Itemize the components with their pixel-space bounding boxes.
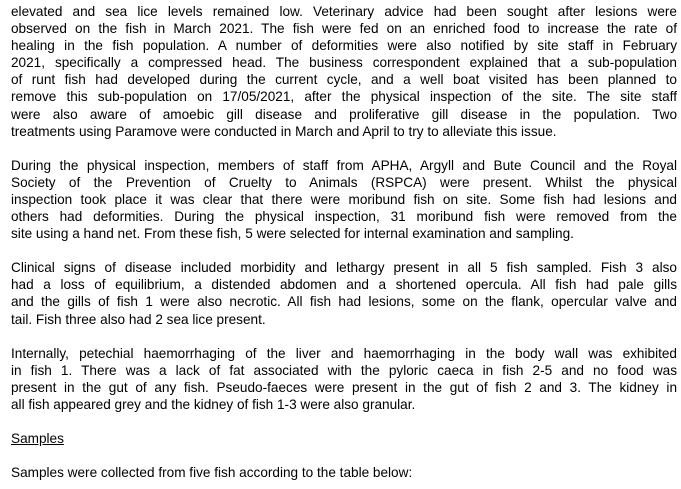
- text-line: of runt fish had developed during the current cycle, and a well boat visited has been planned to: [11, 72, 677, 88]
- paragraph-spacer: [11, 328, 677, 345]
- paragraph-site-history: [11, 3, 677, 140]
- text-line: present in the gut of any fish. Pseudo-faeces were present in the gut of fish 2 and 3. The kidney in: [11, 379, 677, 395]
- text-line: and the gills of fish 1 were also necrotic. All fish had lesions, some on the flank, opercular valve and: [11, 294, 677, 310]
- text-line: Clinical signs of disease included morbidity and lethargy present in all 5 fish sampled. Fish 3 also: [11, 260, 677, 276]
- text-line: healing in the fish population. A number of deformities were also notified by site staff in February: [11, 38, 677, 54]
- text-line: observed on the fish in March 2021. The fish were fed on an enriched food to increase the rate of: [11, 21, 677, 37]
- paragraph-spacer: [11, 242, 677, 259]
- text-line: remove this sub-population on 17/05/2021, after the physical inspection of the site. The site staff: [11, 89, 677, 105]
- text-line: were also aware of amoebic gill disease and proliferative gill disease in the population. Two: [11, 106, 677, 122]
- text-line: inspection took place it was clear that there were moribund fish on site. Some fish had lesions and: [11, 191, 677, 207]
- text-line: treatments using Paramove were conducted in March and April to try to alleviate this issue.: [11, 123, 557, 139]
- text-line: Society of the Prevention of Cruelty to Animals (RSPCA) were present. Whilst the physical: [11, 174, 677, 190]
- text-line: site using a hand net. From these fish, 5 were selected for internal examination and sampling.: [11, 226, 574, 242]
- document-page: [11, 3, 677, 481]
- paragraph-spacer: [11, 413, 677, 430]
- paragraph-physical-inspection: [11, 157, 677, 242]
- paragraph-spacer: [11, 447, 677, 464]
- text-line: had a loss of equilibrium, a distended abdomen and a shortened opercula. All fish had pale gills: [11, 277, 677, 293]
- samples-heading: Samples: [11, 430, 64, 446]
- text-line: others had deformities. During the physical inspection, 31 moribund fish were removed from the: [11, 209, 677, 225]
- text-line: 2021, specifically a compressed head. The business correspondent explained that a sub-population: [11, 55, 677, 71]
- paragraph-clinical-signs: [11, 259, 677, 327]
- text-line: During the physical inspection, members of staff from APHA, Argyll and Bute Council and the Royal: [11, 157, 677, 173]
- text-line: Internally, petechial haemorrhaging of the liver and haemorrhaging in the body wall was exhibited: [11, 345, 677, 361]
- text-line: elevated and sea lice levels remained low. Veterinary advice had been sought after lesions were: [11, 4, 677, 19]
- text-line: tail. Fish three also had 2 sea lice present.: [11, 311, 266, 327]
- text-line: in fish 1. There was a lack of fat associated with the pyloric caeca in fish 2-5 and no food was: [11, 362, 677, 378]
- paragraph-spacer: [11, 140, 677, 157]
- paragraph-samples-intro: [11, 464, 677, 481]
- paragraph-internal-findings: [11, 345, 677, 413]
- text-line: all fish appeared grey and the kidney of fish 1-3 were also granular.: [11, 396, 416, 412]
- text-line: Samples were collected from five fish according to the table below:: [11, 465, 413, 481]
